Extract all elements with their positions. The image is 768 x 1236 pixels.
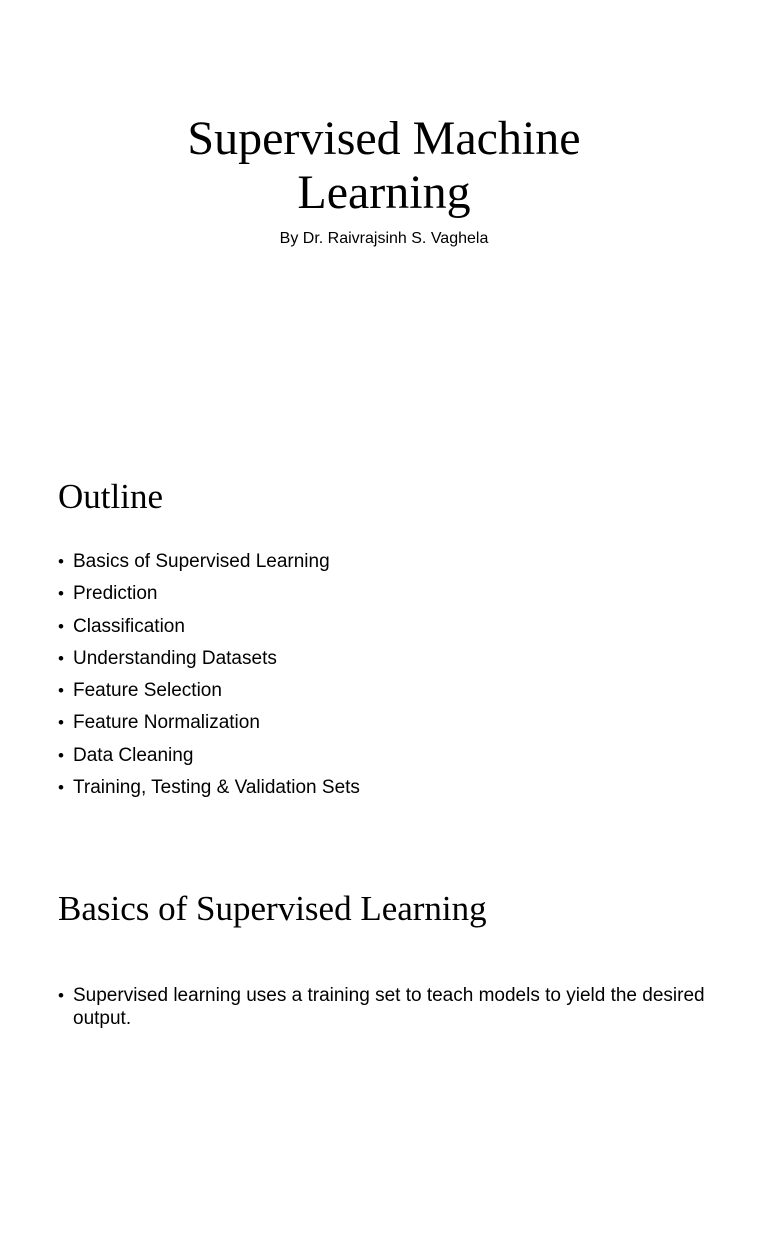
list-item: [58, 679, 708, 711]
bullet-icon: •: [58, 745, 64, 765]
bullet-icon: •: [58, 986, 64, 1005]
title-slide: [0, 0, 768, 412]
list-item-text: Classification: [73, 615, 185, 637]
bullet-icon: •: [58, 648, 64, 668]
basics-list: [58, 984, 708, 1030]
bullet-icon: •: [58, 584, 64, 604]
list-item-text: Feature Normalization: [73, 712, 260, 734]
basics-slide: [0, 824, 768, 1236]
list-item: [58, 647, 708, 679]
list-item: [58, 776, 708, 808]
outline-heading: Outline: [58, 477, 163, 516]
basics-heading: Basics of Supervised Learning: [58, 889, 487, 928]
title-line-2: Learning: [297, 166, 471, 219]
outline-list: [58, 550, 708, 808]
list-item: [58, 615, 708, 647]
outline-slide: [0, 412, 768, 824]
list-item-text: Prediction: [73, 583, 158, 605]
list-item: [58, 744, 708, 776]
list-item-text: Basics of Supervised Learning: [73, 551, 330, 572]
bullet-icon: •: [58, 778, 64, 798]
title-line-1: Supervised Machine: [187, 112, 581, 165]
list-item-text: Feature Selection: [73, 680, 222, 702]
list-item: [58, 711, 708, 743]
list-item-text: Supervised learning uses a training set to teach models to yield the desired output.: [73, 985, 705, 1029]
list-item-text: Training, Testing & Validation Sets: [73, 777, 360, 799]
presentation-title: [0, 112, 768, 220]
list-item-text: Understanding Datasets: [73, 647, 277, 669]
list-item: [58, 582, 708, 614]
bullet-icon: •: [58, 713, 64, 733]
bullet-icon: •: [58, 616, 64, 636]
list-item: [58, 550, 708, 582]
author-subtitle: By Dr. Raivrajsinh S. Vaghela: [279, 230, 489, 247]
bullet-icon: •: [58, 552, 64, 571]
list-item-text: Data Cleaning: [73, 744, 194, 766]
bullet-icon: •: [58, 681, 64, 701]
list-item: [58, 984, 708, 1030]
